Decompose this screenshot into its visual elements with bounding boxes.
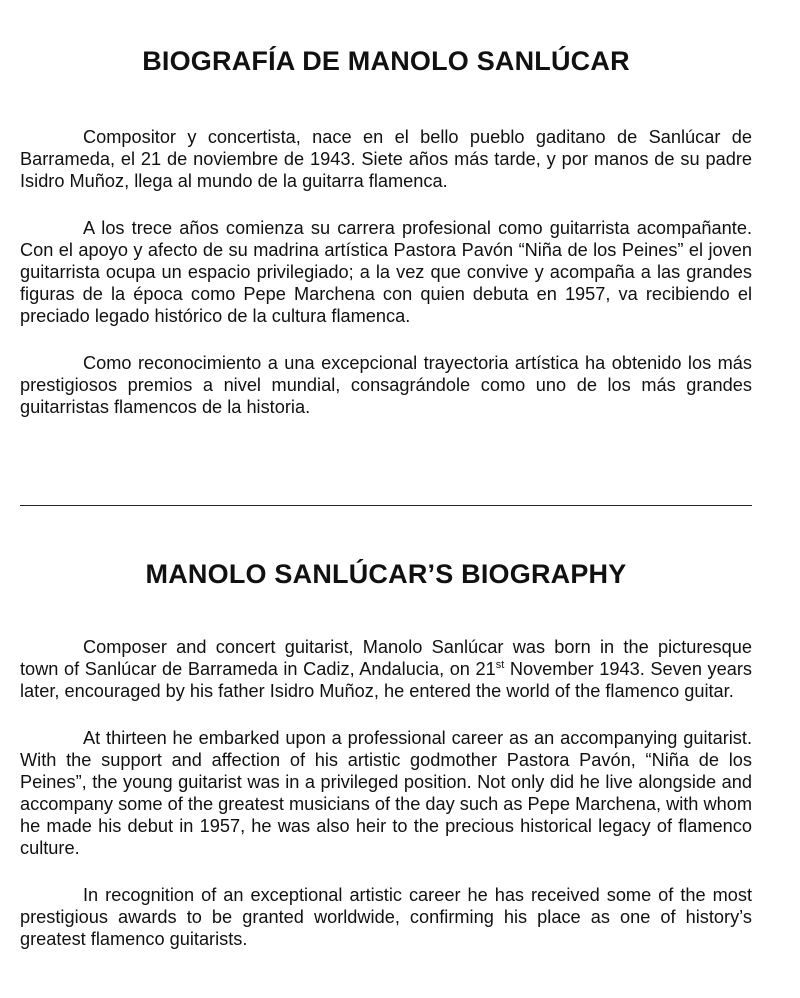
english-paragraph-3: In recognition of an exceptional artistic career he has received some of the most prestigious awards to be granted worldwide, confirming his place as one of history’s greatest flamenco guitarists. (20, 885, 752, 949)
english-paragraph-1-end: November 1943. Seven years later, encouraged by his father Isidro Muñoz, he entered the world of the flamenco guitar. (20, 659, 752, 701)
english-biography (20, 636, 752, 975)
section-divider (20, 505, 752, 506)
spanish-paragraph-2: A los trece años comienza su carrera profesional como guitarrista acompañante. Con el apoyo y afecto de su madrina artística Pastora Pavón “Niña de los Peines” el joven guitarrista ocupa un espacio privilegiado; a la vez que convive y acompaña a las grandes figuras de la época como Pepe Marchena con quien debuta en 1957, va recibiendo el preciado legado histórico de la cultura flamenca. (20, 218, 752, 326)
english-paragraph-1-start: Composer and concert guitarist, Manolo Sanlúcar was born in the picturesque town of Sanlúcar de Barrameda in Cadiz, Andalucia, on 21 (20, 637, 752, 679)
spanish-paragraph-3: Como reconocimiento a una excepcional trayectoria artística ha obtenido los más prestigiosos premios a nivel mundial, consagrándole como uno de los más grandes guitarristas flamencos de la historia. (20, 353, 752, 417)
english-paragraph-2: At thirteen he embarked upon a professional career as an accompanying guitarist. With the support and affection of his artistic godmother Pastora Pavón, “Niña de los Peines”, the young guitarist was in a privileged position. Not only did he live alongside and accompany some of the greatest musicians of the day such as Pepe Marchena, with whom he made his debut in 1957, he was also heir to the precious historical legacy of flamenco culture. (20, 728, 752, 858)
document-page (20, 0, 752, 998)
spanish-title: BIOGRAFÍA DE MANOLO SANLÚCAR (142, 46, 630, 76)
spanish-biography (20, 126, 752, 443)
spanish-paragraph-1: Compositor y concertista, nace en el bello pueblo gaditano de Sanlúcar de Barrameda, el 21 de noviembre de 1943. Siete años más tarde, y por manos de su padre Isidro Muñoz, llega al mundo de la guitarra flamenca. (20, 127, 752, 191)
ordinal-suffix: st (495, 658, 505, 671)
english-paragraph-1 (20, 636, 752, 702)
english-title: MANOLO SANLÚCAR’S BIOGRAPHY (145, 559, 627, 589)
